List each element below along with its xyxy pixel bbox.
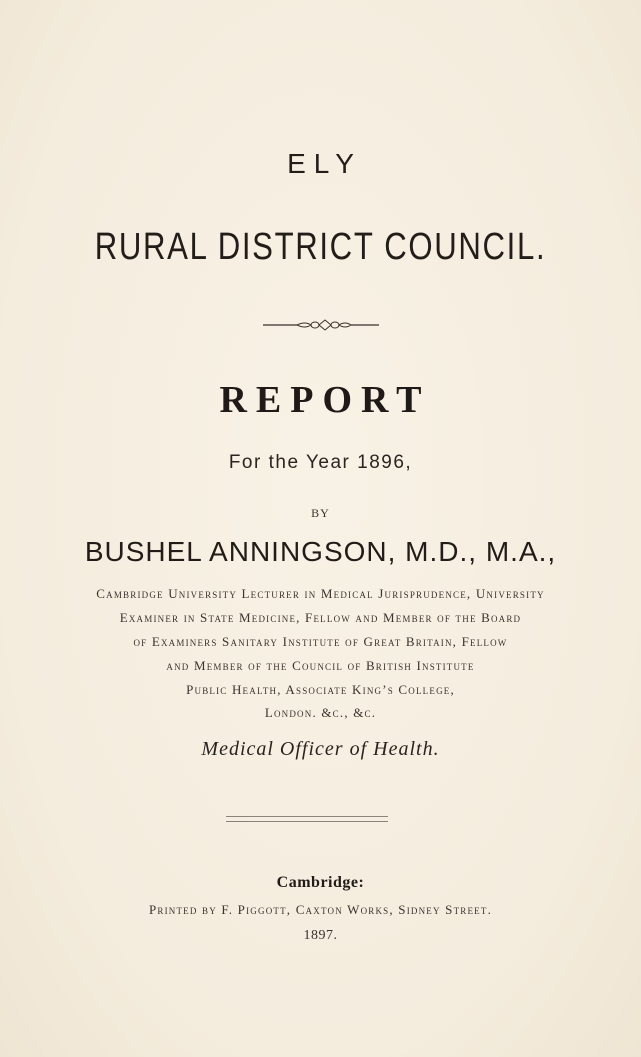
ornament-rule-icon (0, 315, 641, 335)
office-title: Medical Officer of Health. (201, 738, 440, 760)
imprint-year: 1897. (303, 928, 338, 943)
credential-line: Examiner in State Medicine, Fellow and Member of the Board (119, 610, 522, 625)
by-label: BY (311, 506, 330, 520)
place-heading: ELY (287, 148, 362, 179)
credential-line: and Member of the Council of British Institute (166, 658, 475, 673)
divider-rule-top (226, 816, 388, 817)
credential-line: Cambridge University Lecturer in Medical Jurisprudence, University (96, 586, 545, 601)
author-name: BUSHEL ANNINGSON, M.D., M.A., (84, 536, 557, 567)
imprint-place: Cambridge: (276, 874, 365, 891)
report-title: REPORT (219, 379, 431, 421)
council-heading: RURAL DISTRICT COUNCIL. (94, 226, 547, 268)
credential-line: Public Health, Associate King’s College, (186, 682, 455, 697)
imprint-printer: Printed by F. Piggott, Caxton Works, Sidney Street. (148, 902, 493, 917)
credential-line: of Examiners Sanitary Institute of Great Britain, Fellow (133, 634, 508, 649)
credential-line: London. &c., &c. (264, 705, 377, 720)
divider-rule-bottom (226, 821, 388, 822)
report-year: For the Year 1896, (228, 452, 413, 473)
